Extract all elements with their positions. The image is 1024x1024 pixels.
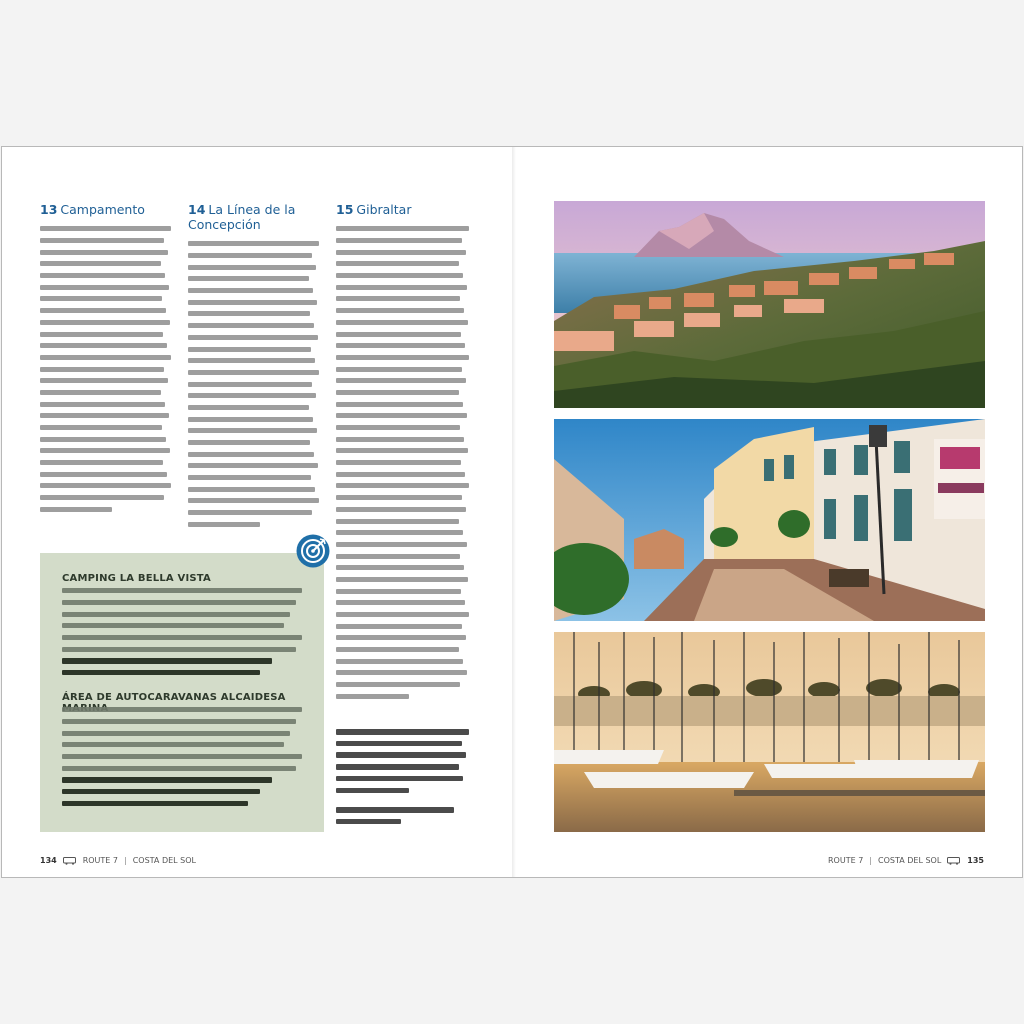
text-line — [336, 609, 469, 621]
target-icon — [296, 534, 330, 568]
route-label: ROUTE 7 — [828, 856, 864, 865]
gutter — [512, 147, 516, 877]
text-line — [188, 332, 321, 344]
text-line — [62, 751, 306, 763]
text-line — [40, 363, 173, 375]
text-line — [336, 480, 469, 492]
text-line — [62, 739, 306, 751]
text-line — [188, 402, 321, 414]
text-line — [62, 585, 306, 597]
text-line — [336, 773, 471, 785]
section-13 — [40, 202, 173, 515]
text-line — [62, 704, 306, 716]
text-line — [40, 281, 173, 293]
text-line — [336, 235, 469, 247]
text-line — [62, 667, 306, 679]
text-line — [336, 305, 469, 317]
footer-right — [828, 856, 984, 865]
text-line — [336, 738, 471, 750]
text-line — [336, 398, 469, 410]
text-line — [188, 238, 321, 250]
text-line — [336, 539, 469, 551]
text-line — [40, 504, 173, 516]
text-line — [62, 716, 306, 728]
section-number: 15 — [336, 202, 354, 217]
text-line — [336, 387, 469, 399]
text-line — [188, 273, 321, 285]
text-line — [336, 655, 469, 667]
section-number: 13 — [40, 202, 58, 217]
text-line — [188, 296, 321, 308]
text-line — [336, 527, 469, 539]
region-label: COSTA DEL SOL — [878, 856, 942, 865]
text-line — [40, 422, 173, 434]
photo-caption — [336, 726, 471, 828]
section-number: 14 — [188, 202, 206, 217]
text-line — [62, 643, 306, 655]
text-line — [336, 804, 471, 816]
text-line — [188, 483, 321, 495]
section-body — [336, 223, 469, 702]
text-line — [40, 375, 173, 387]
text-line — [188, 413, 321, 425]
coast-mountain-photo — [554, 201, 985, 408]
text-line — [336, 375, 469, 387]
text-line — [336, 270, 469, 282]
text-line — [40, 410, 173, 422]
text-line — [40, 246, 173, 258]
text-line — [188, 472, 321, 484]
infobox-camping-details — [62, 585, 306, 679]
infobox-title-area: ÁREA DE AUTOCARAVANAS ALCAIDESA — [62, 692, 286, 703]
text-line — [336, 504, 469, 516]
text-line — [336, 515, 469, 527]
text-line — [40, 270, 173, 282]
text-line — [336, 761, 471, 773]
text-line — [40, 433, 173, 445]
text-line — [40, 457, 173, 469]
caption-top-middle — [336, 726, 471, 796]
text-line — [40, 223, 173, 235]
text-line — [336, 433, 469, 445]
text-line — [336, 246, 469, 258]
section-body — [188, 238, 321, 530]
text-line — [62, 786, 306, 798]
section-body — [40, 223, 173, 515]
route-label: ROUTE 7 — [82, 856, 118, 865]
text-line — [188, 355, 321, 367]
text-line — [336, 258, 469, 270]
text-line — [336, 574, 469, 586]
text-line — [336, 281, 469, 293]
text-line — [188, 261, 321, 273]
section-14 — [188, 202, 321, 530]
text-line — [336, 691, 469, 703]
text-line — [62, 608, 306, 620]
text-line — [336, 816, 471, 828]
section-heading — [188, 202, 321, 232]
text-line — [40, 352, 173, 364]
section-heading — [336, 202, 469, 217]
separator: | — [869, 856, 872, 865]
text-line — [336, 644, 469, 656]
text-line — [62, 774, 306, 786]
section-title: Gibraltar — [356, 202, 412, 217]
section-heading — [40, 202, 173, 217]
text-line — [336, 363, 469, 375]
text-line — [188, 519, 321, 531]
text-line — [40, 480, 173, 492]
text-line — [188, 320, 321, 332]
text-line — [336, 328, 469, 340]
camper-van-icon — [947, 857, 961, 865]
text-line — [336, 223, 469, 235]
text-line — [62, 762, 306, 774]
info-box — [40, 553, 324, 832]
text-line — [40, 317, 173, 329]
text-line — [188, 425, 321, 437]
section-title: Campamento — [60, 202, 145, 217]
text-line — [336, 667, 469, 679]
text-line — [40, 258, 173, 270]
text-line — [40, 387, 173, 399]
text-line — [336, 784, 471, 796]
text-line — [336, 562, 469, 574]
text-line — [40, 305, 173, 317]
text-line — [336, 632, 469, 644]
text-line — [336, 620, 469, 632]
marina-photo — [554, 632, 985, 832]
page-number: 135 — [967, 856, 984, 865]
text-line — [336, 468, 469, 480]
text-line — [40, 235, 173, 247]
text-line — [188, 343, 321, 355]
text-line — [188, 390, 321, 402]
text-line — [336, 749, 471, 761]
infobox-title-camping: CAMPING LA BELLA VISTA — [62, 573, 211, 584]
text-line — [40, 328, 173, 340]
region-label: COSTA DEL SOL — [132, 856, 196, 865]
text-line — [40, 445, 173, 457]
text-line — [188, 495, 321, 507]
text-line — [40, 468, 173, 480]
text-line — [188, 285, 321, 297]
text-line — [40, 293, 173, 305]
infobox-area-details — [62, 704, 306, 809]
separator: | — [124, 856, 127, 865]
text-line — [40, 492, 173, 504]
text-line — [336, 445, 469, 457]
text-line — [336, 585, 469, 597]
text-line — [336, 726, 471, 738]
text-line — [336, 293, 469, 305]
text-line — [336, 352, 469, 364]
text-line — [62, 632, 306, 644]
text-line — [188, 367, 321, 379]
page-number: 134 — [40, 856, 57, 865]
text-line — [40, 340, 173, 352]
text-line — [188, 460, 321, 472]
text-line — [336, 597, 469, 609]
text-line — [336, 422, 469, 434]
text-line — [336, 410, 469, 422]
text-line — [336, 492, 469, 504]
text-line — [188, 308, 321, 320]
caption-bottom — [336, 804, 471, 827]
text-line — [188, 250, 321, 262]
book-spread — [1, 146, 1023, 878]
text-line — [188, 437, 321, 449]
text-line — [62, 798, 306, 810]
text-line — [62, 727, 306, 739]
text-line — [40, 398, 173, 410]
text-line — [336, 550, 469, 562]
street-photo — [554, 419, 985, 621]
text-line — [62, 655, 306, 667]
text-line — [336, 340, 469, 352]
camper-van-icon — [63, 857, 77, 865]
text-line — [62, 620, 306, 632]
section-15 — [336, 202, 469, 702]
section-title: La Línea de la Concepción — [188, 202, 296, 232]
text-line — [336, 457, 469, 469]
footer-left — [40, 856, 196, 865]
text-line — [336, 317, 469, 329]
text-line — [188, 448, 321, 460]
text-line — [188, 507, 321, 519]
text-line — [336, 679, 469, 691]
text-line — [188, 378, 321, 390]
text-line — [62, 597, 306, 609]
